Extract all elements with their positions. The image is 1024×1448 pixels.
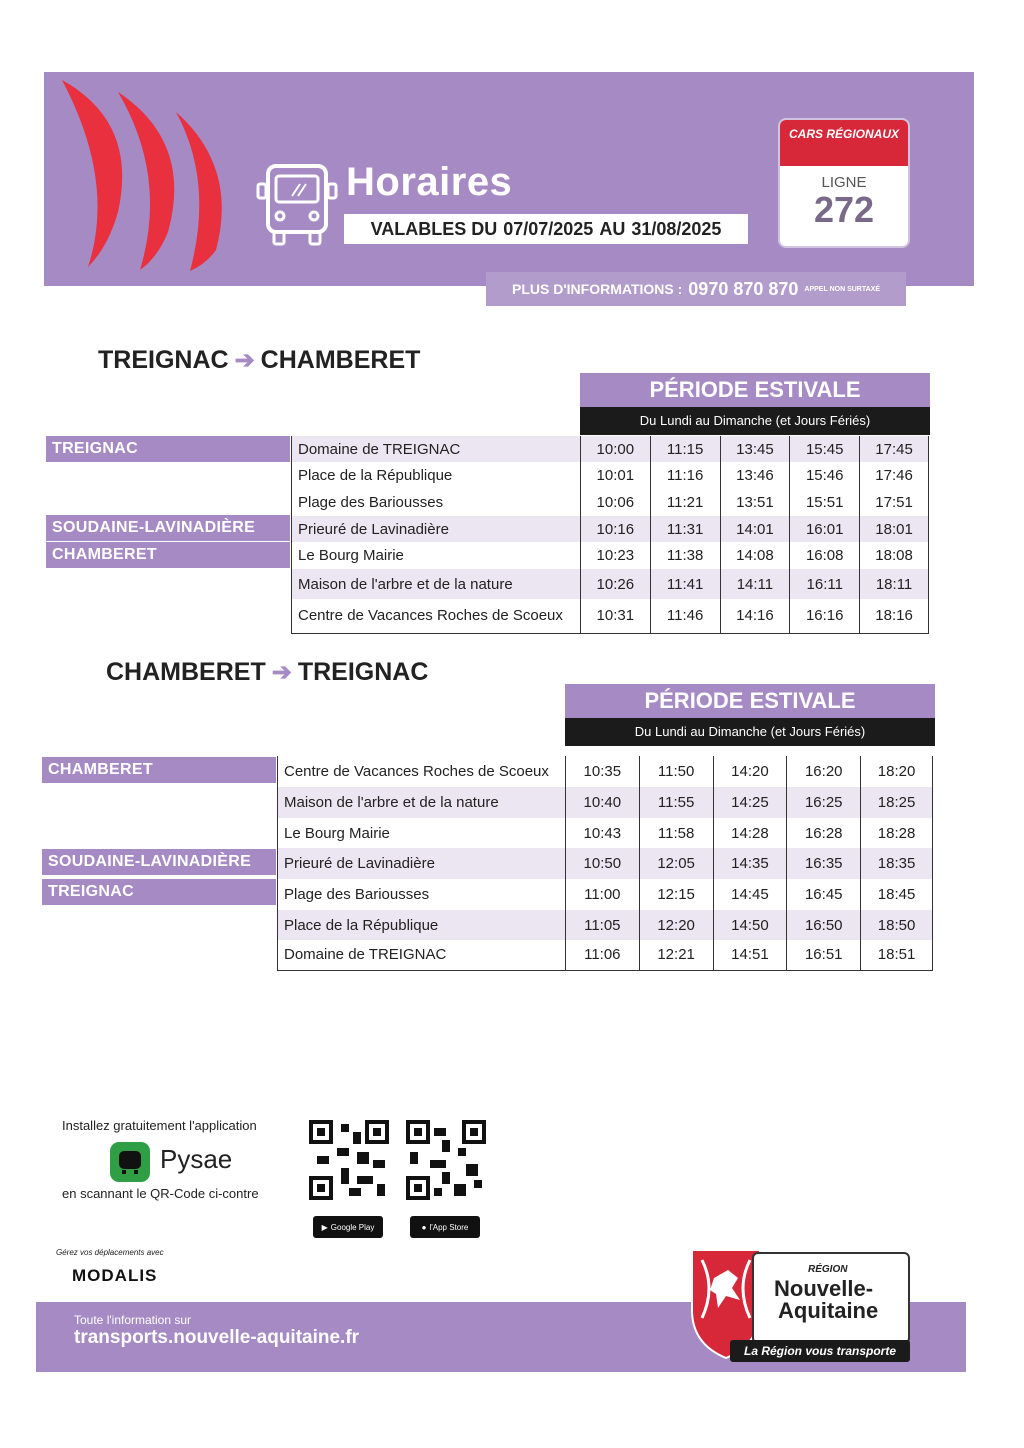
departure-time: 12:05 bbox=[639, 848, 713, 879]
departure-time: 11:50 bbox=[639, 756, 713, 787]
departure-time: 11:15 bbox=[650, 436, 720, 462]
departure-time: 17:46 bbox=[860, 462, 929, 489]
departure-time: 15:46 bbox=[790, 462, 860, 489]
departure-time: 10:40 bbox=[565, 787, 639, 818]
departure-time: 16:35 bbox=[787, 848, 861, 879]
return-to: TREIGNAC bbox=[297, 658, 429, 686]
schedule-row bbox=[292, 489, 929, 516]
schedule-row bbox=[278, 756, 933, 787]
validity-mid: AU bbox=[599, 218, 626, 239]
stop-name: Le Bourg Mairie bbox=[278, 818, 566, 848]
return-from: CHAMBERET bbox=[106, 658, 266, 686]
google-play-badge[interactable] bbox=[313, 1216, 383, 1238]
departure-time: 14:45 bbox=[713, 879, 787, 910]
departure-time: 16:01 bbox=[790, 516, 860, 542]
departure-time: 14:51 bbox=[713, 940, 787, 970]
stop-name: Le Bourg Mairie bbox=[292, 542, 581, 569]
commune-label: SOUDAINE-LAVINADIÈRE bbox=[46, 515, 290, 541]
outbound-schedule-table bbox=[291, 436, 929, 634]
departure-time: 13:46 bbox=[720, 462, 790, 489]
return-period-header: PÉRIODE ESTIVALE bbox=[565, 684, 935, 718]
departure-time: 15:51 bbox=[790, 489, 860, 516]
departure-time: 10:01 bbox=[580, 462, 650, 489]
commune-label: TREIGNAC bbox=[42, 879, 276, 905]
region-name-line1: Nouvelle- bbox=[774, 1276, 874, 1301]
departure-time: 15:45 bbox=[790, 436, 860, 462]
schedule-row bbox=[278, 879, 933, 910]
commune-label: CHAMBERET bbox=[42, 757, 276, 783]
departure-time: 14:50 bbox=[713, 910, 787, 940]
pysae-app-name: Pysae bbox=[160, 1144, 233, 1174]
arrow-right-icon: ➔ bbox=[271, 659, 292, 686]
play-icon: ▶ bbox=[321, 1222, 328, 1232]
apple-icon: ● bbox=[421, 1222, 427, 1232]
schedule-row bbox=[278, 787, 933, 818]
departure-time: 16:08 bbox=[790, 542, 860, 569]
departure-time: 11:06 bbox=[565, 940, 639, 970]
departure-time: 10:06 bbox=[580, 489, 650, 516]
badge-line-number: 272 bbox=[813, 189, 875, 230]
region-name-line2: Aquitaine bbox=[778, 1298, 879, 1323]
modalis-logo: MODALIS bbox=[72, 1266, 158, 1285]
departure-time: 18:01 bbox=[860, 516, 929, 542]
outbound-period-header: PÉRIODE ESTIVALE bbox=[580, 373, 930, 407]
departure-time: 11:46 bbox=[650, 599, 720, 633]
departure-time: 16:11 bbox=[790, 569, 860, 599]
outbound-days-header: Du Lundi au Dimanche (et Jours Fériés) bbox=[580, 407, 930, 435]
stop-name: Centre de Vacances Roches de Scoeux bbox=[278, 756, 566, 787]
departure-time: 11:16 bbox=[650, 462, 720, 489]
commune-label: SOUDAINE-LAVINADIÈRE bbox=[42, 849, 276, 875]
departure-time: 16:25 bbox=[787, 787, 861, 818]
departure-time: 12:15 bbox=[639, 879, 713, 910]
departure-time: 18:50 bbox=[861, 910, 933, 940]
google-play-label: Google Play bbox=[330, 1222, 375, 1232]
info-phone[interactable]: 0970 870 870 bbox=[688, 278, 799, 299]
outbound-to: CHAMBERET bbox=[260, 346, 421, 374]
stop-name: Plage des Bariousses bbox=[278, 879, 566, 910]
departure-time: 12:21 bbox=[639, 940, 713, 970]
departure-time: 10:31 bbox=[580, 599, 650, 633]
departure-time: 11:38 bbox=[650, 542, 720, 569]
departure-time: 18:16 bbox=[860, 599, 929, 633]
schedule-row bbox=[292, 569, 929, 599]
region-tagline: La Région vous transporte bbox=[730, 1340, 910, 1362]
stop-name: Prieuré de Lavinadière bbox=[292, 516, 581, 542]
departure-time: 14:11 bbox=[720, 569, 790, 599]
departure-time: 18:11 bbox=[860, 569, 929, 599]
departure-time: 18:28 bbox=[861, 818, 933, 848]
departure-time: 18:51 bbox=[861, 940, 933, 970]
app-store-badge[interactable] bbox=[410, 1216, 480, 1238]
departure-time: 14:16 bbox=[720, 599, 790, 633]
pysae-app-icon bbox=[110, 1142, 150, 1182]
app-scan-text: en scannant le QR-Code ci-contre bbox=[62, 1186, 259, 1201]
bus-icon bbox=[256, 162, 338, 248]
departure-time: 16:28 bbox=[787, 818, 861, 848]
departure-time: 14:28 bbox=[713, 818, 787, 848]
schedule-row bbox=[278, 848, 933, 879]
schedule-row bbox=[292, 542, 929, 569]
outbound-from: TREIGNAC bbox=[98, 346, 229, 374]
stop-name: Plage des Bariousses bbox=[292, 489, 581, 516]
info-bar bbox=[486, 272, 906, 306]
stop-name: Domaine de TREIGNAC bbox=[278, 940, 566, 970]
departure-time: 17:51 bbox=[860, 489, 929, 516]
departure-time: 11:55 bbox=[639, 787, 713, 818]
departure-time: 16:45 bbox=[787, 879, 861, 910]
return-route-title bbox=[106, 658, 428, 687]
departure-time: 11:31 bbox=[650, 516, 720, 542]
stop-name: Domaine de TREIGNAC bbox=[292, 436, 581, 462]
departure-time: 10:23 bbox=[580, 542, 650, 569]
validity-prefix: VALABLES DU bbox=[370, 218, 498, 239]
stop-name: Prieuré de Lavinadière bbox=[278, 848, 566, 879]
app-store-label: l'App Store bbox=[429, 1222, 469, 1232]
modalis-caption: Gérez vos déplacements avec bbox=[56, 1248, 164, 1257]
line-badge bbox=[780, 120, 908, 246]
departure-time: 13:45 bbox=[720, 436, 790, 462]
stop-name: Place de la République bbox=[278, 910, 566, 940]
departure-time: 13:51 bbox=[720, 489, 790, 516]
departure-time: 11:00 bbox=[565, 879, 639, 910]
schedule-row bbox=[292, 462, 929, 489]
departure-time: 17:45 bbox=[860, 436, 929, 462]
footer-info-text: Toute l'information sur bbox=[74, 1313, 192, 1327]
departure-time: 16:51 bbox=[787, 940, 861, 970]
departure-time: 10:00 bbox=[580, 436, 650, 462]
departure-time: 11:05 bbox=[565, 910, 639, 940]
departure-time: 11:21 bbox=[650, 489, 720, 516]
departure-time: 10:50 bbox=[565, 848, 639, 879]
departure-time: 18:45 bbox=[861, 879, 933, 910]
departure-time: 10:35 bbox=[565, 756, 639, 787]
arrow-right-icon: ➔ bbox=[234, 347, 255, 374]
departure-time: 14:35 bbox=[713, 848, 787, 879]
departure-time: 16:50 bbox=[787, 910, 861, 940]
departure-time: 18:35 bbox=[861, 848, 933, 879]
departure-time: 14:20 bbox=[713, 756, 787, 787]
info-label: PLUS D'INFORMATIONS : bbox=[512, 281, 683, 297]
validity-box bbox=[344, 214, 748, 244]
page-title: Horaires bbox=[346, 160, 513, 204]
decorative-arcs bbox=[48, 72, 238, 272]
departure-time: 14:08 bbox=[720, 542, 790, 569]
departure-time: 18:08 bbox=[860, 542, 929, 569]
schedule-row bbox=[292, 516, 929, 542]
return-days-header: Du Lundi au Dimanche (et Jours Fériés) bbox=[565, 718, 935, 746]
departure-time: 18:20 bbox=[861, 756, 933, 787]
departure-time: 11:58 bbox=[639, 818, 713, 848]
app-install-text: Installez gratuitement l'application bbox=[62, 1118, 257, 1133]
schedule-row bbox=[278, 910, 933, 940]
stop-name: Centre de Vacances Roches de Scoeux bbox=[292, 599, 581, 633]
departure-time: 16:16 bbox=[790, 599, 860, 633]
return-schedule-table bbox=[277, 756, 933, 971]
qr-code-ios[interactable] bbox=[406, 1120, 486, 1200]
schedule-row bbox=[278, 818, 933, 848]
departure-time: 10:43 bbox=[565, 818, 639, 848]
departure-time: 18:25 bbox=[861, 787, 933, 818]
badge-cars-regionaux: CARS RÉGIONAUX bbox=[780, 120, 908, 166]
departure-time: 14:25 bbox=[713, 787, 787, 818]
footer-website-link[interactable]: transports.nouvelle-aquitaine.fr bbox=[74, 1327, 360, 1348]
schedule-row bbox=[292, 599, 929, 633]
departure-time: 12:20 bbox=[639, 910, 713, 940]
outbound-route-title bbox=[98, 346, 420, 375]
commune-label: TREIGNAC bbox=[46, 436, 290, 462]
stop-name: Maison de l'arbre et de la nature bbox=[278, 787, 566, 818]
stop-name: Maison de l'arbre et de la nature bbox=[292, 569, 581, 599]
qr-code-android[interactable] bbox=[309, 1120, 389, 1200]
departure-time: 10:26 bbox=[580, 569, 650, 599]
badge-ligne-label: LIGNE bbox=[821, 174, 867, 191]
schedule-row bbox=[278, 940, 933, 970]
schedule-row bbox=[292, 436, 929, 462]
commune-label: CHAMBERET bbox=[46, 542, 290, 568]
info-note: APPEL NON SURTAXÉ bbox=[804, 285, 880, 293]
departure-time: 11:41 bbox=[650, 569, 720, 599]
departure-time: 14:01 bbox=[720, 516, 790, 542]
region-label: RÉGION bbox=[808, 1264, 848, 1275]
departure-time: 16:20 bbox=[787, 756, 861, 787]
validity-start: 07/07/2025 bbox=[503, 218, 594, 239]
stop-name: Place de la République bbox=[292, 462, 581, 489]
departure-time: 10:16 bbox=[580, 516, 650, 542]
validity-end: 31/08/2025 bbox=[631, 218, 722, 239]
